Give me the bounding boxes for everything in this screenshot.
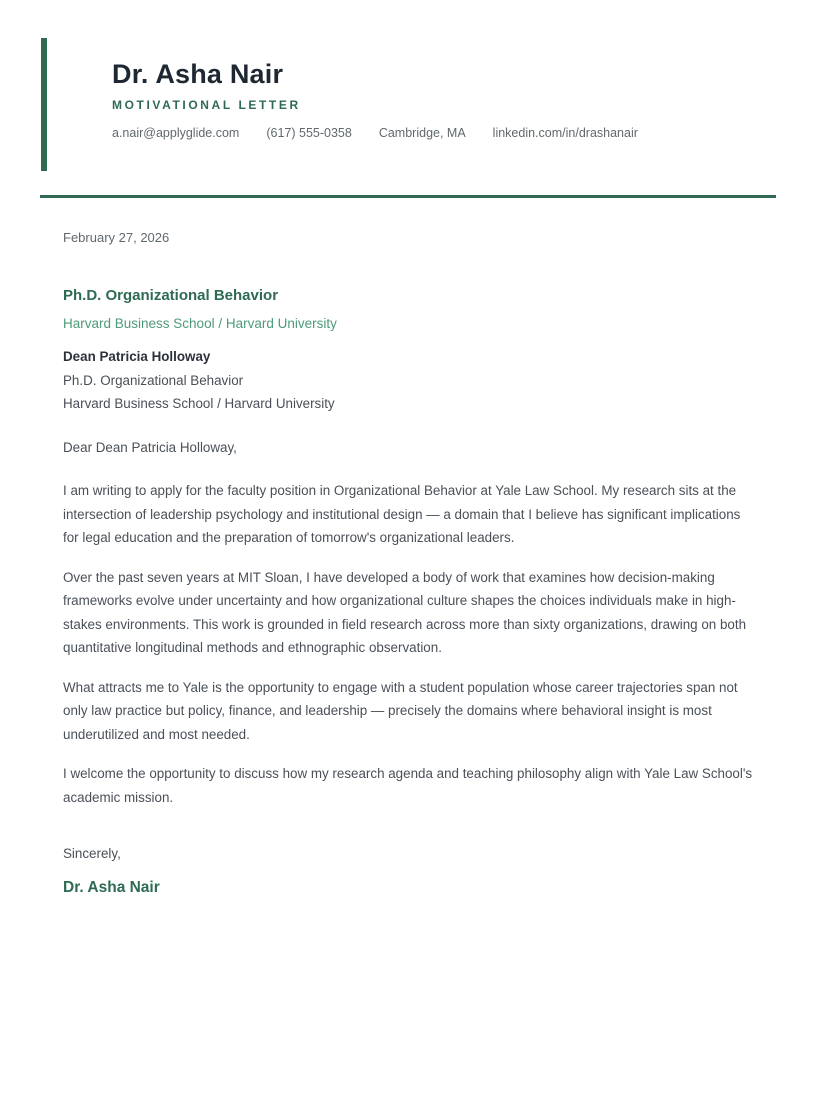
letter-header [41,38,776,171]
signature-name: Dr. Asha Nair [63,878,160,896]
recipient-name: Dean Patricia Holloway [63,349,211,364]
body-paragraph-2: Over the past seven years at MIT Sloan, I have developed a body of work that examines how decision-making frameworks evolve under uncertainty and how organizational culture shapes the choices individuals make in high-stakes environments. This work is grounded in field research across more than sixty organizations, drawing on both quantitative longitudinal methods and ethnographic observation. [63,569,747,655]
salutation: Dear Dean Patricia Holloway, [63,439,237,455]
recipient-position: Ph.D. Organizational Behavior [63,372,244,388]
letter-body [0,229,816,898]
recipient-institution: Harvard Business School / Harvard University [63,396,335,411]
header-divider [40,195,776,198]
body-paragraph-1: I am writing to apply for the faculty position in Organizational Behavior at Yale Law School. My research sits at the intersection of leadership psychology and institutional design — a domain that I believe has significant implications for legal education and the preparation of tomorrow's organizational leaders. [63,483,741,545]
contact-row [112,126,776,140]
contact-phone: (617) 555-0358 [266,126,352,140]
body-paragraph-3: What attracts me to Yale is the opportunity to engage with a student population whose career trajectories span not only law practice but policy, finance, and leadership — precisely the domains where behavioral insight is most underutilized and most needed. [63,679,738,742]
document-type-label: MOTIVATIONAL LETTER [112,98,301,112]
position-title: Ph.D. Organizational Behavior [63,287,279,304]
recipient-block [63,345,753,416]
contact-linkedin: linkedin.com/in/drashanair [492,126,638,140]
position-institution: Harvard Business School / Harvard University [63,316,337,331]
letter-date: February 27, 2026 [63,230,170,245]
body-paragraph-4: I welcome the opportunity to discuss how my research agenda and teaching philosophy align with Yale Law School's academic mission. [63,766,753,805]
closing: Sincerely, [63,846,121,861]
applicant-name: Dr. Asha Nair [112,59,284,89]
contact-email: a.nair@applyglide.com [112,126,240,140]
contact-location: Cambridge, MA [378,126,466,140]
